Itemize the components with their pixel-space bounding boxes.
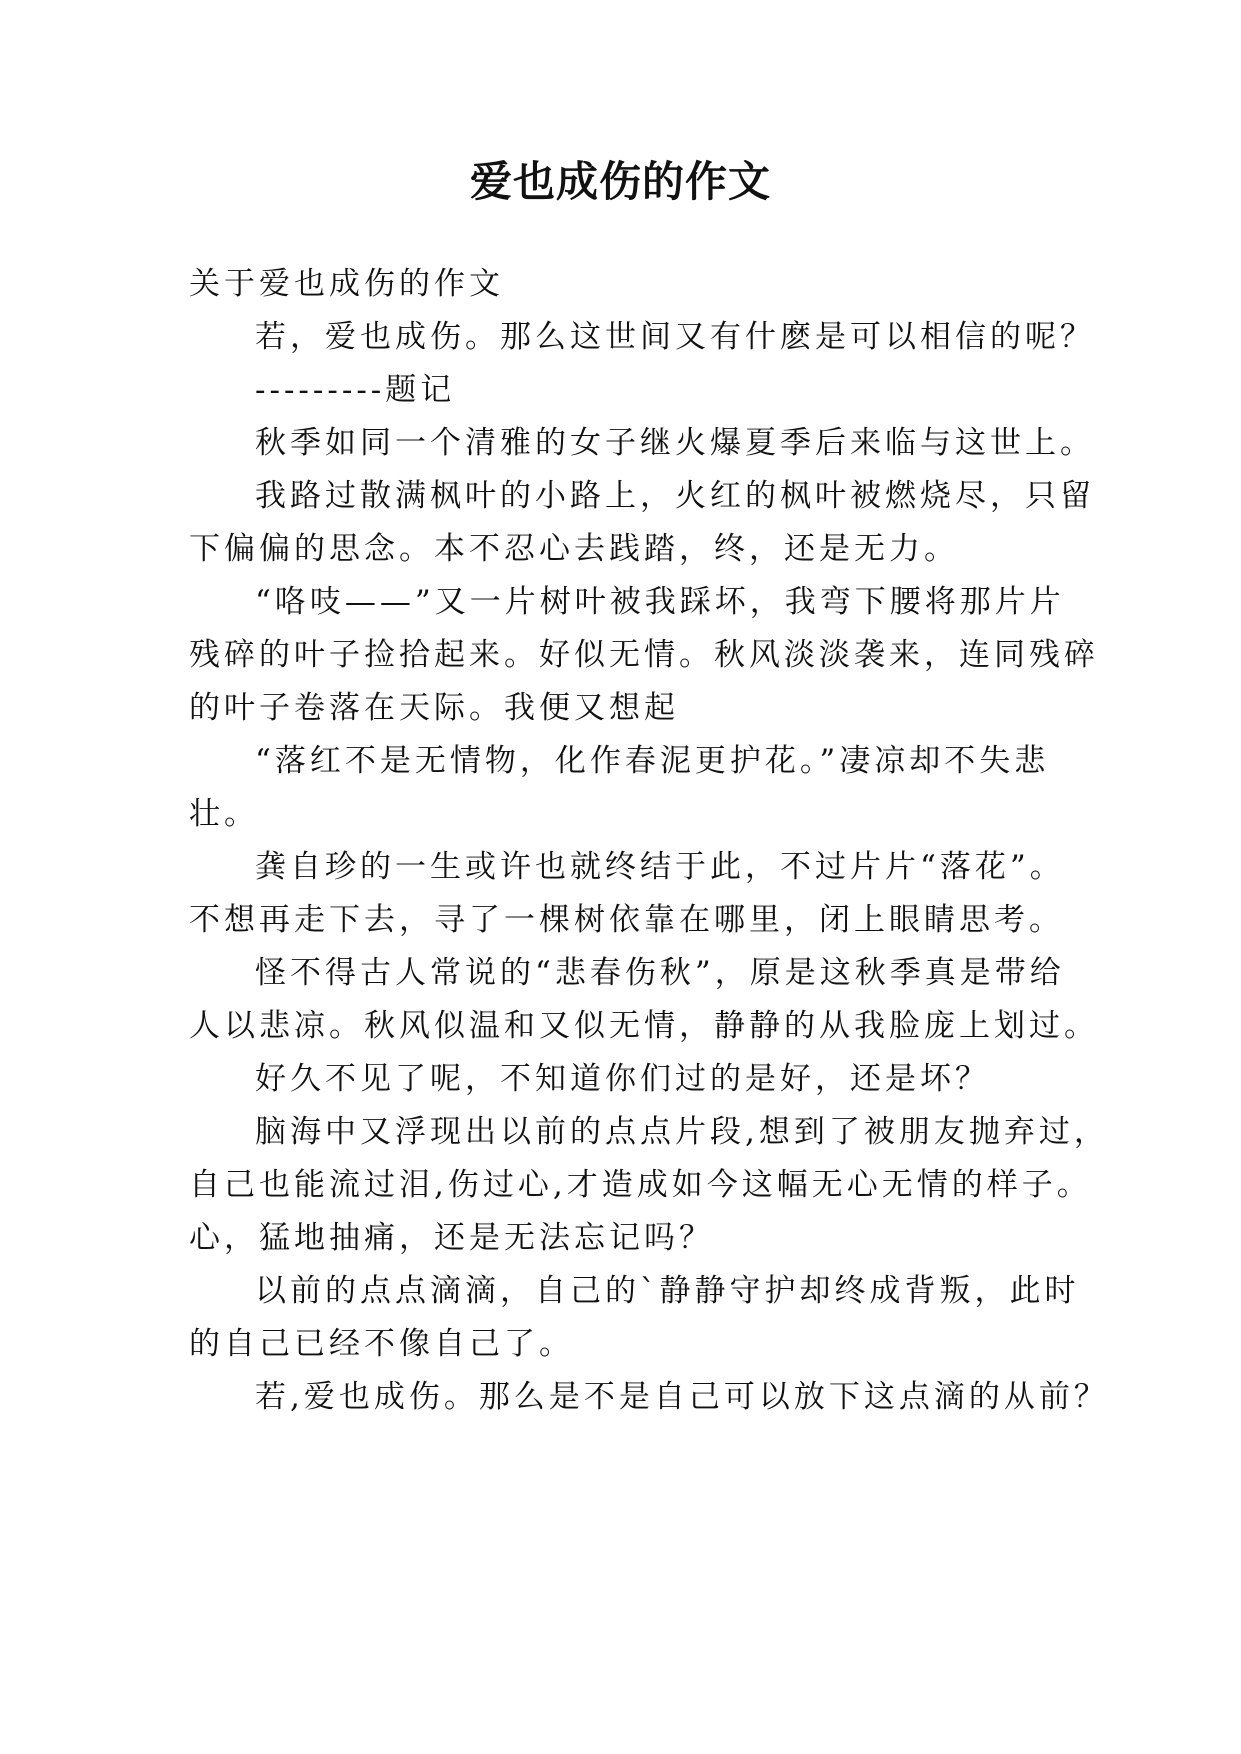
paragraph-line: 的自己已经不像自己了。 (189, 1326, 574, 1362)
paragraph-line: 壮。 (189, 796, 259, 832)
paragraph-line: “咯吱——”又一片树叶被我踩坏，我弯下腰将那片片 (255, 584, 1065, 620)
paragraph-line: 若,爱也成伤。那么是不是自己可以放下这点滴的从前？ (255, 1379, 1109, 1415)
paragraph-line: 怪不得古人常说的“悲春伤秋”，原是这秋季真是带给 (255, 955, 1065, 991)
paragraph-line: 我路过散满枫叶的小路上，火红的枫叶被燃烧尽，只留 (255, 478, 1095, 514)
paragraph-line: 不想再走下去，寻了一棵树依靠在哪里，闭上眼睛思考。 (189, 902, 1064, 938)
paragraph-line: 自己也能流过泪,伤过心,才造成如今这幅无心无情的样子。 (189, 1167, 1092, 1203)
paragraph-line: 以前的点点滴滴，自己的`静静守护却终成背叛，此时 (255, 1273, 1080, 1309)
paragraph-line: 的叶子卷落在天际。我便又想起 (189, 690, 679, 726)
paragraph-line: 残碎的叶子捡拾起来。好似无情。秋风淡淡袭来，连同残碎 (189, 637, 1099, 673)
document-title: 爱也成伤的作文 (469, 157, 771, 206)
epigraph-line: ---------题记 (255, 372, 456, 408)
paragraph-line: 人以悲凉。秋风似温和又似无情，静静的从我脸庞上划过。 (189, 1008, 1099, 1044)
paragraph-line: 龚自珍的一生或许也就终结于此，不过片片“落花”。 (255, 849, 1065, 885)
paragraph-line: 若，爱也成伤。那么这世间又有什麽是可以相信的呢？ (255, 319, 1095, 355)
paragraph-line: 好久不见了呢，不知道你们过的是好，还是坏？ (255, 1061, 990, 1097)
paragraph-line: 秋季如同一个清雅的女子继火爆夏季后来临与这世上。 (255, 425, 1095, 461)
subtitle-line: 关于爱也成伤的作文 (189, 266, 504, 302)
paragraph-line: “落红不是无情物，化作春泥更护花。”凄凉却不失悲 (255, 743, 1050, 779)
paragraph-line: 下偏偏的思念。本不忍心去践踏，终，还是无力。 (189, 531, 959, 567)
paragraph-line: 脑海中又浮现出以前的点点片段,想到了被朋友抛弃过， (255, 1114, 1109, 1150)
paragraph-line: 心，猛地抽痛，还是无法忘记吗？ (189, 1220, 714, 1256)
